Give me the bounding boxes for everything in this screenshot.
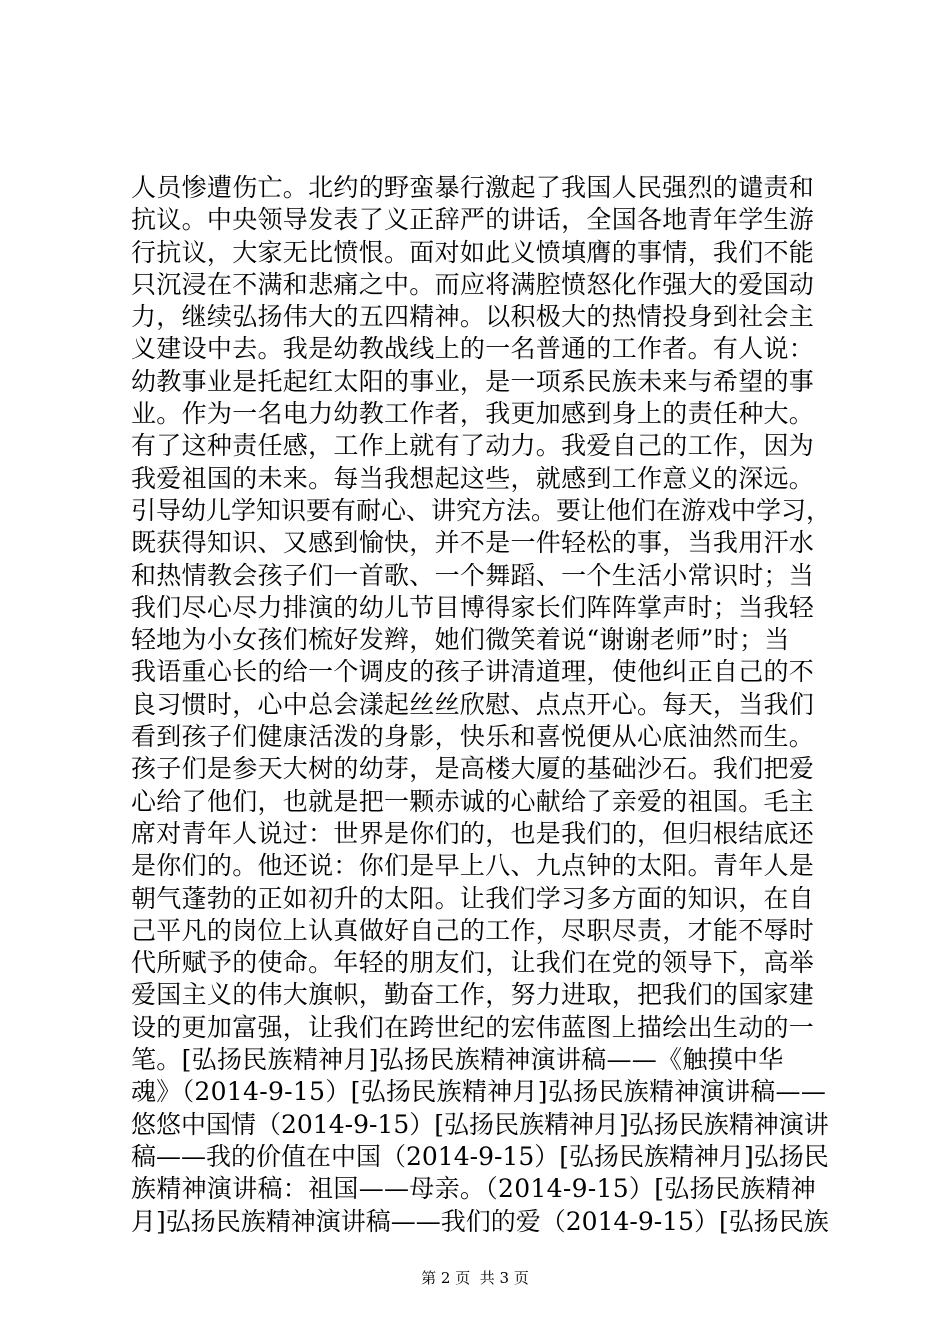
text-line: 和热情教会孩子们一首歌、一个舞蹈、一个生活小常识时；当 xyxy=(131,560,815,590)
text-line: 看到孩子们健康活泼的身影，快乐和喜悦便从心底油然而生。 xyxy=(131,722,815,752)
page-number: 第 2 页 共 3 页 xyxy=(421,1269,529,1287)
page-footer xyxy=(0,1268,950,1288)
text-line: 稿——我的价值在中国（2014-9-15）[弘扬民族精神月]弘扬民 xyxy=(131,1141,829,1171)
text-line: 行抗议，大家无比愤恨。面对如此义愤填膺的事情，我们不能 xyxy=(131,237,815,267)
text-line: 朝气蓬勃的正如初升的太阳。让我们学习多方面的知识，在自 xyxy=(131,883,815,913)
text-line: 人员惨遭伤亡。北约的野蛮暴行激起了我国人民强烈的谴责和 xyxy=(131,173,815,202)
text-line: 孩子们是参天大树的幼芽，是高楼大厦的基础沙石。我们把爱 xyxy=(131,754,815,784)
text-line: 设的更加富强，让我们在跨世纪的宏伟蓝图上描绘出生动的一 xyxy=(131,1012,815,1042)
text-line: 我爱祖国的未来。每当我想起这些，就感到工作意义的深远。 xyxy=(131,463,815,493)
text-line: 悠悠中国情（2014-9-15）[弘扬民族精神月]弘扬民族精神演讲 xyxy=(131,1109,829,1139)
text-line: 月]弘扬民族精神演讲稿——我们的爱（2014-9-15）[弘扬民族 xyxy=(131,1206,829,1236)
text-line: 只沉浸在不满和悲痛之中。而应将满腔愤怒化作强大的爱国动 xyxy=(131,269,815,299)
text-line: 既获得知识、又感到愉快，并不是一件轻松的事，当我用汗水 xyxy=(131,528,815,558)
text-line: 爱国主义的伟大旗帜，勤奋工作，努力进取，把我们的国家建 xyxy=(131,980,815,1010)
text-line: 幼教事业是托起红太阳的事业，是一项系民族未来与希望的事 xyxy=(131,366,815,396)
text-line: 力，继续弘扬伟大的五四精神。以积极大的热情投身到社会主 xyxy=(131,302,815,332)
text-line: 我们尽心尽力排演的幼儿节目博得家长们阵阵掌声时；当我轻 xyxy=(131,592,815,622)
text-line: 族精神演讲稿：祖国——母亲。（2014-9-15）[弘扬民族精神 xyxy=(131,1174,817,1204)
text-line: 心给了他们，也就是把一颗赤诚的心献给了亲爱的祖国。毛主 xyxy=(131,786,815,816)
text-line: 抗议。中央领导发表了义正辞严的讲话，全国各地青年学生游 xyxy=(131,205,815,235)
text-line: 轻地为小女孩们梳好发辫，她们微笑着说“谢谢老师”时；当 xyxy=(131,625,790,655)
text-line: 己平凡的岗位上认真做好自己的工作，尽职尽责，才能不辱时 xyxy=(131,915,815,945)
body-text xyxy=(131,172,831,1238)
text-line: 魂》（2014-9-15）[弘扬民族精神月]弘扬民族精神演讲稿—— xyxy=(131,1077,827,1107)
text-line: 席对青年人说过：世界是你们的，也是我们的，但归根结底还 xyxy=(131,818,815,848)
text-line: 业。作为一名电力幼教工作者，我更加感到身上的责任种大。 xyxy=(131,399,815,429)
text-line: 我语重心长的给一个调皮的孩子讲清道理，使他纠正自己的不 xyxy=(131,657,815,687)
text-line: 代所赋予的使命。年轻的朋友们，让我们在党的领导下，高举 xyxy=(131,948,815,978)
text-line: 是你们的。他还说：你们是早上八、九点钟的太阳。青年人是 xyxy=(131,851,815,881)
text-line: 良习惯时，心中总会漾起丝丝欣慰、点点开心。每天，当我们 xyxy=(131,689,815,719)
text-line: 笔。[弘扬民族精神月]弘扬民族精神演讲稿——《触摸中华 xyxy=(131,1045,784,1075)
text-line: 引导幼儿学知识要有耐心、讲究方法。要让他们在游戏中学习， xyxy=(131,495,832,525)
text-line: 义建设中去。我是幼教战线上的一名普通的工作者。有人说： xyxy=(131,334,815,364)
text-line: 有了这种责任感，工作上就有了动力。我爱自己的工作，因为 xyxy=(131,431,815,461)
